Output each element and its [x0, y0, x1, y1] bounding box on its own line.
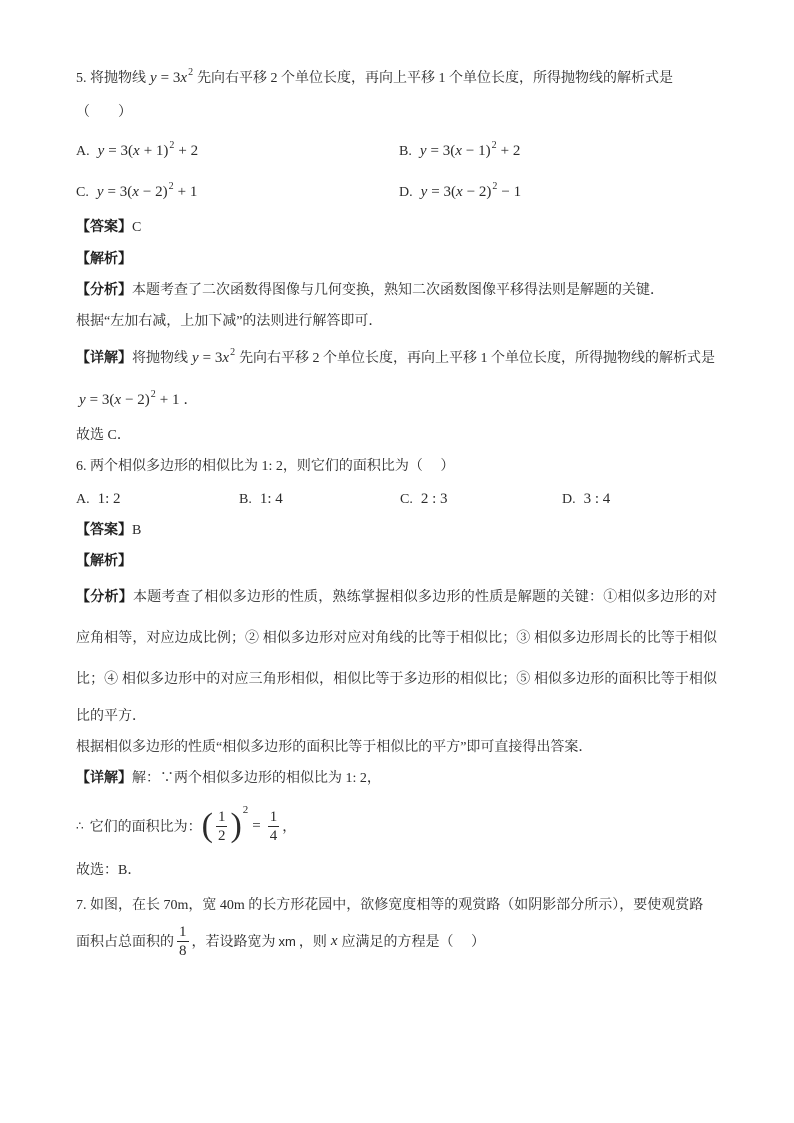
method-text: 根据“左加右减，上加下减”的法则进行解答即可． [76, 314, 383, 329]
fraction-numerator: 1 [217, 808, 226, 825]
q5-answer-blank [76, 103, 132, 123]
formula-rhs-end: + 1 [177, 184, 198, 200]
formula-rhs-start: = 3( [89, 392, 115, 408]
option-value: 1: 4 [259, 491, 283, 507]
detail-before: 将抛物线 [132, 351, 188, 366]
answer-label: 【答案】 [76, 523, 132, 538]
q7-stem-line-1 [76, 896, 703, 916]
q6-fenxi-line-4 [76, 707, 146, 727]
q6-number: 6. [76, 459, 87, 474]
result-formula [79, 389, 180, 408]
q5-stem [76, 68, 673, 88]
q6-fenxi-line-3 [76, 670, 717, 690]
q5-detail [76, 348, 715, 368]
formula-variable: x [456, 184, 463, 200]
ratio-fraction [216, 808, 228, 845]
fenxi-text: 本题考查了相似多边形的性质，熟练掌握相似多边形的性质是解题的关键：①相似多边形的对 [133, 590, 717, 605]
conclusion-text: 故选 C． [76, 428, 131, 443]
option-letter: D. [562, 492, 576, 507]
fraction-numerator: 1 [179, 923, 187, 940]
q7-line2-mid2: ，则 [298, 935, 327, 950]
detail-formula [192, 347, 236, 366]
option-formula [420, 181, 522, 200]
formula-variable: x [222, 350, 230, 366]
q6-stem-text: 两个相似多边形的相似比为 1: 2，则它们的面积比为（ ） [90, 459, 455, 474]
therefore-symbol: ∴ [76, 818, 84, 833]
ratio-exponent: 2 [242, 804, 249, 816]
formula-rhs-end: − 1 [501, 184, 522, 200]
option-letter: A. [76, 144, 90, 159]
q5-option-d [399, 182, 525, 202]
formula-rhs-start: = 3( [107, 184, 133, 200]
conclusion-text: 故选：B． [76, 863, 142, 878]
option-letter: B. [399, 144, 412, 159]
formula-rhs-start: = 3( [430, 143, 456, 159]
answer-value: B [132, 523, 142, 538]
q6-answer [76, 521, 141, 541]
option-letter: D. [399, 185, 413, 200]
q6-analysis-heading [76, 552, 132, 572]
option-value: 3 : 4 [583, 491, 611, 507]
fenxi-text: 本题考查了二次函数得图像与几何变换，熟知二次函数图像平移得法则是解题的关键． [132, 283, 664, 298]
result-fraction [268, 808, 280, 845]
q5-answer [76, 218, 141, 238]
formula-variable: x [114, 392, 122, 408]
therefore-text: 它们的面积比为： [89, 820, 202, 835]
area-fraction [177, 923, 189, 960]
q5-stem-formula [150, 67, 194, 86]
formula-rhs-end: + 2 [500, 143, 521, 159]
q6-option-c [400, 489, 448, 509]
q5-conclusion [76, 426, 131, 446]
analysis-heading: 【解析】 [76, 554, 132, 569]
option-value: 2 : 3 [420, 491, 448, 507]
answer-blank: （ ） [76, 105, 132, 120]
q5-option-b [399, 141, 524, 161]
fraction-denominator: 8 [179, 942, 187, 959]
q5-fenxi [76, 281, 664, 301]
formula-exponent: 2 [150, 389, 156, 400]
q6-basis [76, 738, 592, 758]
formula-exponent: 2 [230, 347, 236, 358]
q6-option-a [76, 489, 121, 509]
answer-value: C [132, 220, 142, 235]
fraction-denominator: 2 [217, 827, 226, 844]
formula-exponent: 2 [491, 140, 497, 151]
option-formula [419, 140, 521, 159]
result-end: ． [183, 393, 198, 408]
formula-exponent: 2 [188, 67, 194, 78]
detail-after: 先向右平移 2 个单位长度，再向上平移 1 个单位长度，所得抛物线的解析式是 [239, 351, 716, 366]
formula-rhs-mid: − 1) [465, 143, 491, 159]
option-letter: B. [239, 492, 252, 507]
equals-sign: = [252, 817, 261, 834]
option-letter: C. [76, 185, 89, 200]
formula-variable: x [132, 184, 139, 200]
option-formula [97, 140, 199, 159]
formula-rhs-mid: − 2) [125, 392, 150, 408]
q7-line2-before: 面积占总面积的 [76, 935, 174, 950]
open-paren: ( [201, 807, 213, 844]
basis-text: 根据相似多边形的性质“相似多边形的面积比等于相似比的平方”即可直接得出答案． [76, 740, 593, 755]
formula-variable: x [133, 143, 140, 159]
q6-detail [76, 769, 381, 789]
formula-rhs-start: = 3( [108, 143, 134, 159]
formula-rhs-mid: − 2) [466, 184, 492, 200]
fraction-denominator: 4 [269, 827, 278, 844]
close-paren: ) [230, 807, 242, 844]
fraction-numerator: 1 [269, 808, 278, 825]
formula-lhs: y [96, 184, 104, 200]
fenxi-label: 【分析】 [76, 283, 132, 298]
variable-x: x [330, 932, 338, 949]
formula-rhs-end: + 2 [178, 143, 199, 159]
q5-option-c [76, 182, 201, 202]
formula-variable: x [455, 143, 462, 159]
formula-rhs-mid: + 1) [143, 143, 169, 159]
answer-label: 【答案】 [76, 220, 132, 235]
formula-exponent: 2 [492, 181, 498, 192]
q7-stem-text: 如图，在长 70m，宽 40m 的长方形花园中，欲修宽度相等的观赏路（如阴影部分所示），要使观赏路 [90, 898, 704, 913]
formula-eq: = 3 [160, 70, 181, 86]
detail-label: 【详解】 [76, 771, 132, 786]
detail-label: 【详解】 [76, 351, 132, 366]
formula-rhs-end: + 1 [159, 392, 180, 408]
q7-stem-line-2 [76, 921, 485, 961]
option-letter: A. [76, 492, 90, 507]
q5-result [79, 390, 198, 410]
fenxi-text: 比的平方． [76, 709, 146, 724]
q6-option-d [562, 489, 610, 509]
formula-rhs-start: = 3( [431, 184, 457, 200]
option-value: 1: 2 [97, 491, 121, 507]
q6-option-b [239, 489, 283, 509]
formula-exponent: 2 [169, 140, 175, 151]
formula-exponent: 2 [168, 181, 174, 192]
analysis-heading: 【解析】 [76, 252, 132, 267]
q6-therefore-line [76, 804, 296, 848]
fenxi-text: 应角相等，对应边成比例；② 相似多边形对应对角线的比等于相似比；③ 相似多边形周长的比等于相似 [76, 631, 717, 646]
q5-number: 5. [76, 71, 87, 86]
formula-rhs-mid: − 2) [142, 184, 168, 200]
q5-method [76, 312, 382, 332]
formula-lhs: y [97, 143, 105, 159]
q6-fenxi-line-2 [76, 629, 717, 649]
fenxi-label: 【分析】 [76, 590, 133, 605]
ratio-end: ， [282, 820, 297, 835]
formula-lhs: y [419, 143, 427, 159]
q6-stem [76, 457, 454, 477]
q5-stem-after: 先向右平移 2 个单位长度，再向上平移 1 个单位长度，所得抛物线的解析式是 [197, 71, 674, 86]
q7-line2-mid: ，若设路宽为 [191, 935, 276, 950]
fenxi-text: 比；④ 相似多边形中的对应三角形相似，相似比等于多边形的相似比；⑤ 相似多边形的面积比等于相似 [76, 672, 717, 687]
detail-text: 解：∵两个相似多边形的相似比为 1: 2， [132, 771, 381, 786]
q5-option-a [76, 141, 202, 161]
formula-eq: = 3 [202, 350, 223, 366]
formula-lhs: y [420, 184, 428, 200]
option-letter: C. [400, 492, 413, 507]
q5-analysis-heading [76, 250, 132, 270]
road-width-unit: xm [278, 933, 296, 949]
q7-number: 7. [76, 898, 87, 913]
formula-lhs: y [79, 392, 86, 408]
q6-conclusion [76, 861, 141, 881]
option-formula [96, 181, 198, 200]
q6-fenxi-line-1 [76, 588, 717, 608]
formula-lhs: y [192, 350, 199, 366]
formula-variable: x [180, 70, 188, 86]
formula-lhs: y [150, 70, 157, 86]
q5-stem-before: 将抛物线 [90, 71, 146, 86]
q7-line2-after: 应满足的方程是（ ） [341, 935, 486, 950]
